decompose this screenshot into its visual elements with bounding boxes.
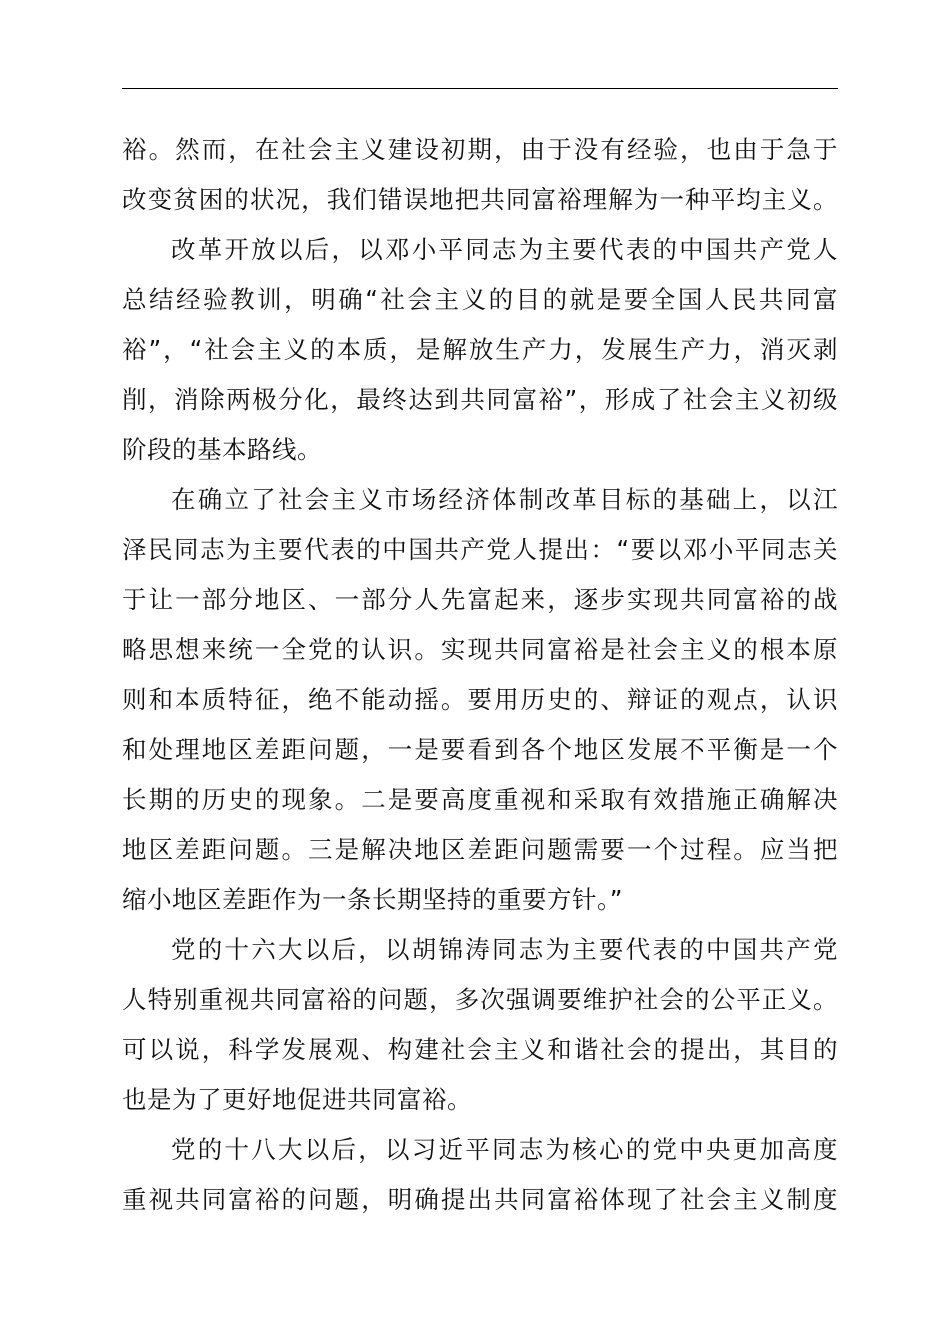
text-line: 于让一部分地区、一部分人先富起来，逐步实现共同富裕的战 <box>122 585 838 614</box>
text-line: 缩小地区差距作为一条长期坚持的重要方针。” <box>122 885 623 914</box>
text-line: 也是为了更好地促进共同富裕。 <box>122 1085 472 1114</box>
text-line: 则和本质特征，绝不能动摇。要用历史的、辩证的观点，认识 <box>122 685 838 714</box>
text-line: 裕”，“社会主义的本质，是解放生产力，发展生产力，消灭剥 <box>122 335 838 364</box>
header-rule <box>122 88 838 89</box>
body-text <box>122 125 838 1225</box>
text-line: 党的十六大以后，以胡锦涛同志为主要代表的中国共产党 <box>171 935 838 964</box>
text-line: 泽民同志为主要代表的中国共产党人提出：“要以邓小平同志关 <box>122 535 838 564</box>
text-line: 重视共同富裕的问题，明确提出共同富裕体现了社会主义制度 <box>122 1185 838 1214</box>
text-line: 可以说，科学发展观、构建社会主义和谐社会的提出，其目的 <box>122 1035 838 1064</box>
text-line: 阶段的基本路线。 <box>122 435 322 464</box>
text-line: 略思想来统一全党的认识。实现共同富裕是社会主义的根本原 <box>122 635 838 664</box>
text-line: 削，消除两极分化，最终达到共同富裕”，形成了社会主义初级 <box>122 385 838 414</box>
text-line: 裕。然而，在社会主义建设初期，由于没有经验，也由于急于 <box>122 135 838 164</box>
text-line: 总结经验教训，明确“社会主义的目的就是要全国人民共同富 <box>122 285 838 314</box>
text-line: 和处理地区差距问题，一是要看到各个地区发展不平衡是一个 <box>122 735 838 764</box>
text-line: 改变贫困的状况，我们错误地把共同富裕理解为一种平均主义。 <box>122 185 838 214</box>
text-line: 人特别重视共同富裕的问题，多次强调要维护社会的公平正义。 <box>122 985 838 1014</box>
text-line: 党的十八大以后，以习近平同志为核心的党中央更加高度 <box>171 1135 838 1164</box>
text-line: 在确立了社会主义市场经济体制改革目标的基础上，以江 <box>171 485 838 514</box>
text-line: 改革开放以后，以邓小平同志为主要代表的中国共产党人 <box>171 235 838 264</box>
text-line: 长期的历史的现象。二是要高度重视和采取有效措施正确解决 <box>122 785 838 814</box>
text-line: 地区差距问题。三是解决地区差距问题需要一个过程。应当把 <box>122 835 838 864</box>
